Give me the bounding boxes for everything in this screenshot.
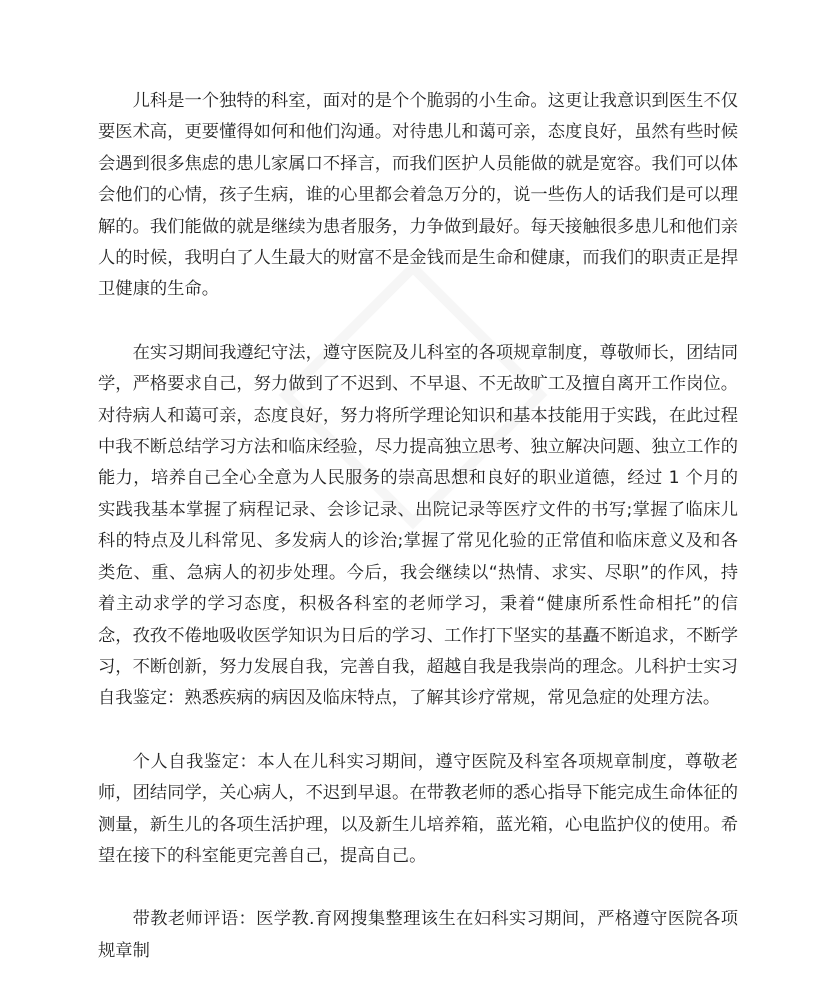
paragraph-pediatrics-intro: 儿科是一个独特的科室，面对的是个个脆弱的小生命。这更让我意识到医生不仅要医术高，更要懂得如何和他们沟通。对待患儿和蔼可亲，态度良好，虽然有些时候会遇到很多焦虑的患儿家属口不择言，而我们医护人员能做的就是宽容。我们可以体会他们的心情，孩子生病，谁的心里都会着急万分的，说一些伤人的话我们是可以理解的。我们能做的就是继续为患者服务，力争做到最好。每天接触很多患儿和他们亲人的时候，我明白了人生最大的财富不是金钱而是生命和健康，而我们的职责正是捍卫健康的生命。 (98, 91, 738, 300)
document-body (98, 86, 738, 986)
paragraph-teacher-comment: 带教老师评语：医学教.育网搜集整理该生在妇科实习期间，严格遵守医院各项规章制 (98, 909, 738, 961)
paragraph-internship-conduct: 在实习期间我遵纪守法，遵守医院及儿科室的各项规章制度，尊敬师长，团结同学，严格要求自己，努力做到了不迟到、不早退、不无故旷工及擅自离开工作岗位。对待病人和蔼可亲，态度良好，努力将所学理论知识和基本技能用于实践，在此过程中我不断总结学习方法和临床经验，尽力提高独立思考、独立解决问题、独立工作的能力，培养自己全心全意为人民服务的崇高思想和良好的职业道德，经过 1 个月的实践我基本掌握了病程记录、会诊记录、出院记录等医疗文件的书写;掌握了临床儿科的特点及儿科常见、多发病人的诊治;掌握了常见化验的正常值和临床意义及和各类危、重、急病人的初步处理。今后，我会继续以“热情、求实、尽职”的作风，持着主动求学的学习态度，积极各科室的老师学习，秉着“健康所系性命相托”的信念，孜孜不倦地吸收医学知识为日后的学习、工作打下坚实的基矗不断追求，不断学习，不断创新，努力发展自我，完善自我，超越自我是我崇尚的理念。儿科护士实习自我鉴定：熟悉疾病的病因及临床特点，了解其诊疗常规，常见急症的处理方法。 (98, 342, 738, 709)
paragraph-self-assessment: 个人自我鉴定：本人在儿科实习期间，遵守医院及科室各项规章制度，尊敬老师，团结同学，关心病人，不迟到早退。在带教老师的悉心指导下能完成生命体征的测量，新生儿的各项生活护理，以及新生儿培养箱，蓝光箱，心电监护仪的使用。希望在接下的科室能更完善自己，提高自己。 (98, 751, 738, 866)
